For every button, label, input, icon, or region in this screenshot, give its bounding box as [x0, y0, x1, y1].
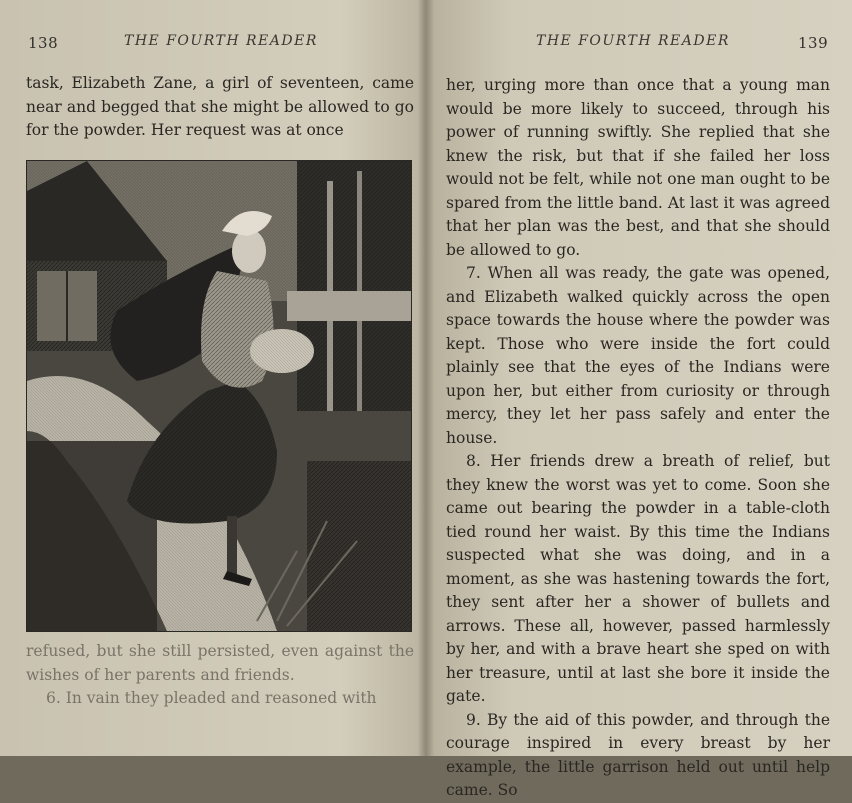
- right-page: [426, 0, 852, 799]
- right-paragraph-continued: her, urging more than once that a young man would be more likely to succeed, through his power of running swiftly. She replied that she knew the risk, but that if she failed her loss would not be felt, while not one man ought to be spared from the little band. At last it was agreed that her plan was the best, and that she should be allowed to go.: [446, 76, 830, 259]
- left-page-number: 138: [28, 34, 59, 52]
- left-page: [0, 0, 424, 756]
- right-paragraph-8: 8. Her friends drew a breath of relief, but they knew the worst was yet to come. Soon she came out bearing the powder in a table-cloth tied round her waist. By this time the Indians suspected what she was doing, and in a moment, as she was hastening towards the fort, they sent after her a shower of bullets and arrows. These all, however, passed harmlessly by her, and with a brave heart she sped on with her treasure, until at last she bore it inside the gate.: [446, 452, 830, 705]
- right-body-text: [446, 74, 830, 803]
- left-paragraph-continued: refused, but she still persisted, even against the wishes of her parents and friends.: [26, 642, 414, 684]
- left-running-head: THE FOURTH READER: [124, 33, 318, 49]
- right-page-number: 139: [798, 34, 829, 52]
- right-paragraph-7: 7. When all was ready, the gate was opened, and Elizabeth walked quickly across the open space towards the house where the powder was kept. Those who were inside the fort could plainly see that the eyes of the Indians were upon her, but either from curiosity or through mercy, they let her pass safely and enter the house.: [446, 264, 830, 447]
- girl-running-engraving: [27, 161, 411, 631]
- left-bottom-text: [26, 640, 414, 711]
- left-paragraph-top: task, Elizabeth Zane, a girl of seventeen, came near and begged that she might be allowed to go for the powder. Her request was at once: [26, 74, 414, 139]
- left-top-text: [26, 72, 414, 143]
- right-paragraph-9: 9. By the aid of this powder, and through the courage inspired in every breast by her example, the little garrison held out until help came. So: [446, 710, 830, 799]
- left-paragraph-6: 6. In vain they pleaded and reasoned with: [46, 689, 377, 707]
- engraving-illustration: [26, 160, 412, 632]
- right-running-head: THE FOURTH READER: [536, 33, 730, 49]
